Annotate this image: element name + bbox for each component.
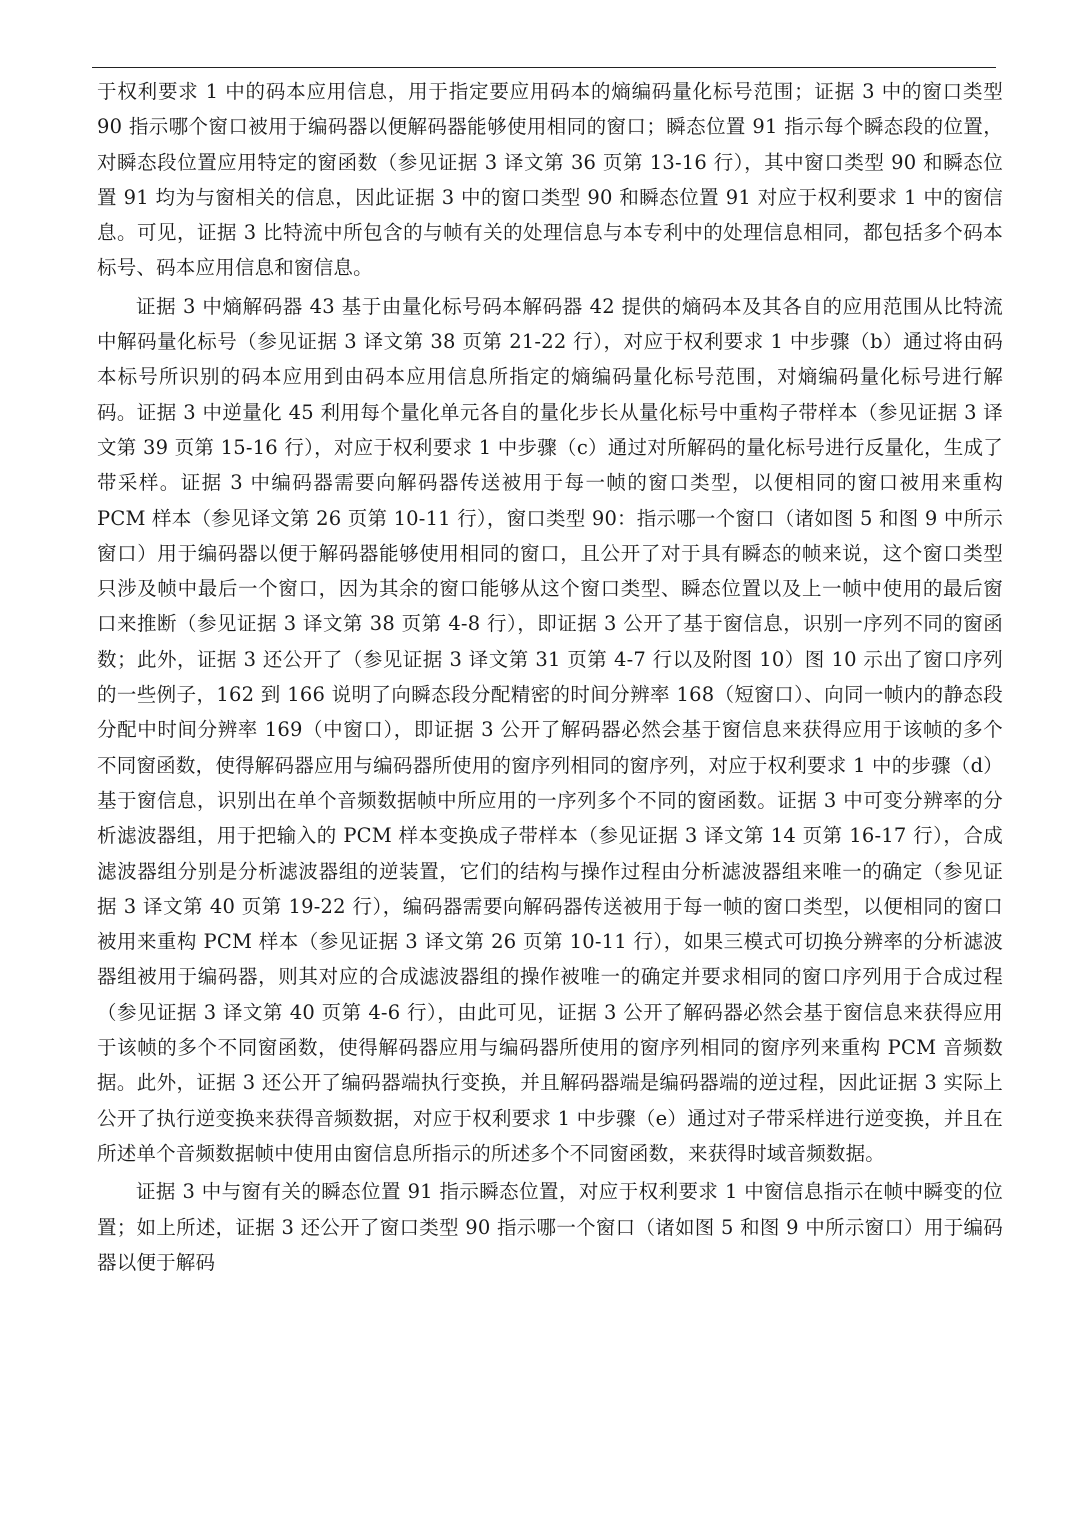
header-rule [92, 67, 996, 68]
document-body [97, 74, 1003, 1280]
paragraph: 证据 3 中熵解码器 43 基于由量化标号码本解码器 42 提供的熵码本及其各自的应用范围从比特流中解码量化标号（参见证据 3 译文第 38 页第 21-22 行），对应于权利要求 1 中步骤（b）通过将由码本标号所识别的码本应用到由码本应用信息所指定的熵编码量化标号范围，对熵编码量化标号进行解码。证据 3 中逆量化 45 利用每个量化单元各自的量化步长从量化标号中重构子带样本（参见证据 3 译文第 39 页第 15-16 行），对应于权利要求 1 中步骤（c）通过对所解码的量化标号进行反量化，生成了带采样。证据 3 中编码器需要向解码器传送被用于每一帧的窗口类型，以便相同的窗口被用来重构 PCM 样本（参见译文第 26 页第 10-11 行），窗口类型 90：指示哪一个窗口（诸如图 5 和图 9 中所示窗口）用于编码器以便于解码器能够使用相同的窗口，且公开了对于具有瞬态的帧来说，这个窗口类型只涉及帧中最后一个窗口，因为其余的窗口能够从这个窗口类型、瞬态位置以及上一帧中使用的最后窗口来推断（参见证据 3 译文第 38 页第 4-8 行），即证据 3 公开了基于窗信息，识别一序列不同的窗函数；此外，证据 3 还公开了（参见证据 3 译文第 31 页第 4-7 行以及附图 10）图 10 示出了窗口序列的一些例子，162 到 166 说明了向瞬态段分配精密的时间分辨率 168（短窗口）、向同一帧内的静态段分配中时间分辨率 169（中窗口），即证据 3 公开了解码器必然会基于窗信息来获得应用于该帧的多个不同窗函数，使得解码器应用与编码器所使用的窗序列相同的窗序列，对应于权利要求 1 中的步骤（d）基于窗信息，识别出在单个音频数据帧中所应用的一序列多个不同的窗函数。证据 3 中可变分辨率的分析滤波器组，用于把输入的 PCM 样本变换成子带样本（参见证据 3 译文第 14 页第 16-17 行），合成滤波器组分别是分析滤波器组的逆装置，它们的结构与操作过程由分析滤波器组来唯一的确定（参见证据 3 译文第 40 页第 19-22 行），编码器需要向解码器传送被用于每一帧的窗口类型，以便相同的窗口被用来重构 PCM 样本（参见证据 3 译文第 26 页第 10-11 行），如果三模式可切换分辨率的分析滤波器组被用于编码器，则其对应的合成滤波器组的操作被唯一的确定并要求相同的窗口序列用于合成过程（参见证据 3 译文第 40 页第 4-6 行），由此可见，证据 3 公开了解码器必然会基于窗信息来获得应用于该帧的多个不同窗函数，使得解码器应用与编码器所使用的窗序列相同的窗序列来重构 PCM 音频数据。此外，证据 3 还公开了编码器端执行变换，并且解码器端是编码器端的逆过程，因此证据 3 实际上公开了执行逆变换来获得音频数据，对应于权利要求 1 中步骤（e）通过对子带采样进行逆变换，并且在所述单个音频数据帧中使用由窗信息所指示的所述多个不同窗函数，来获得时域音频数据。 [97, 294, 1003, 1165]
paragraph: 证据 3 中与窗有关的瞬态位置 91 指示瞬态位置，对应于权利要求 1 中窗信息指示在帧中瞬变的位置；如上所述，证据 3 还公开了窗口类型 90 指示哪一个窗口（诸如图 5 和图 9 中所示窗口）用于编码器以便于解码 [97, 1180, 1003, 1274]
paragraph-continuation: 于权利要求 1 中的码本应用信息，用于指定要应用码本的熵编码量化标号范围；证据 3 中的窗口类型 90 指示哪个窗口被用于编码器以便解码器能够使用相同的窗口；瞬态位置 91 指示每个瞬态段的位置，对瞬态段位置应用特定的窗函数（参见证据 3 译文第 36 页第 13-16 行），其中窗口类型 90 和瞬态位置 91 均为与窗相关的信息，因此证据 3 中的窗口类型 90 和瞬态位置 91 对应于权利要求 1 中的窗信息。可见，证据 3 比特流中所包含的与帧有关的处理信息与本专利中的处理信息相同，都包括多个码本标号、码本应用信息和窗信息。 [97, 80, 1003, 280]
